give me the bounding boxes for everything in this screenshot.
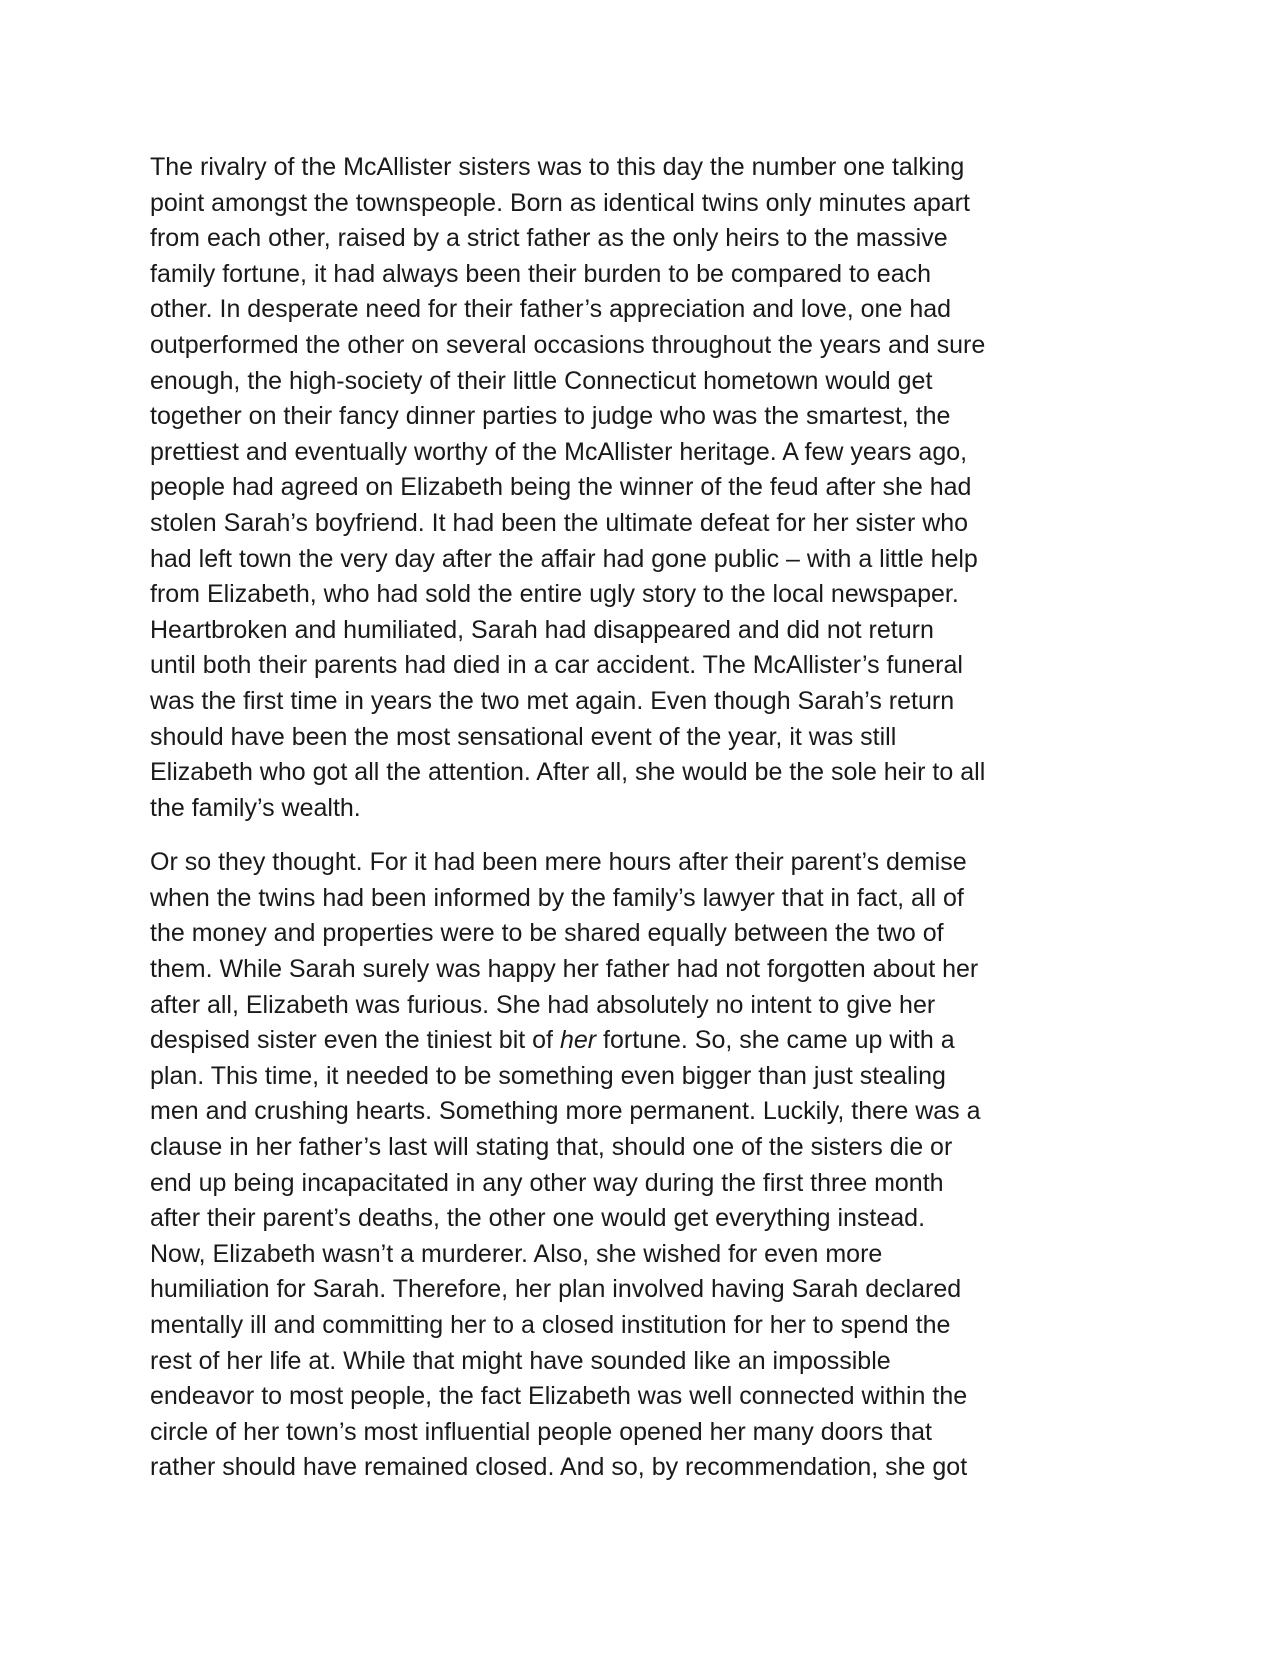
text-line: from each other, raised by a strict father as the only heirs to the massive bbox=[150, 224, 948, 253]
text-line: Elizabeth who got all the attention. After all, she would be the sole heir to all bbox=[150, 758, 986, 787]
text-line: rest of her life at. While that might have sounded like an impossible bbox=[150, 1346, 891, 1375]
text-line: Heartbroken and humiliated, Sarah had disappeared and did not return bbox=[150, 615, 934, 644]
text-line: circle of her town’s most influential people opened her many doors that bbox=[150, 1417, 932, 1446]
text-line: stolen Sarah’s boyfriend. It had been the ultimate defeat for her sister who bbox=[150, 508, 969, 537]
text-line: the money and properties were to be shared equally between the two of bbox=[150, 919, 944, 948]
text-line: family fortune, it had always been their burden to be compared to each bbox=[150, 259, 932, 288]
text-line: men and crushing hearts. Something more permanent. Luckily, there was a bbox=[150, 1097, 981, 1126]
italic-word: her bbox=[559, 1026, 597, 1055]
text-line-with-italic bbox=[150, 1023, 1130, 1059]
text-line: point amongst the townspeople. Born as identical twins only minutes apart bbox=[150, 188, 970, 217]
text-line: when the twins had been informed by the family’s lawyer that in fact, all of bbox=[150, 883, 964, 912]
text-line: The rivalry of the McAllister sisters was to this day the number one talking bbox=[150, 153, 965, 181]
text-line: enough, the high-society of their little Connecticut hometown would get bbox=[150, 366, 933, 395]
text-line: Now, Elizabeth wasn’t a murderer. Also, she wished for even more bbox=[150, 1239, 883, 1268]
text-line: clause in her father’s last will stating that, should one of the sisters die or bbox=[150, 1133, 953, 1162]
paragraph-1 bbox=[150, 150, 1130, 826]
paragraph-2 bbox=[150, 845, 1130, 1486]
text-line: the family’s wealth. bbox=[150, 793, 361, 822]
text-line: endeavor to most people, the fact Elizabeth was well connected within the bbox=[150, 1382, 968, 1411]
text-line: other. In desperate need for their father’s appreciation and love, one had bbox=[150, 295, 952, 324]
document-body bbox=[150, 150, 1130, 1486]
text-line: had left town the very day after the affair had gone public – with a little help bbox=[150, 544, 978, 573]
text-line: people had agreed on Elizabeth being the winner of the feud after she had bbox=[150, 473, 972, 502]
text-line: Or so they thought. For it had been mere hours after their parent’s demise bbox=[150, 848, 967, 877]
text-line: should have been the most sensational event of the year, it was still bbox=[150, 722, 897, 751]
text-line: humiliation for Sarah. Therefore, her plan involved having Sarah declared bbox=[150, 1275, 962, 1304]
text-line: after their parent’s deaths, the other one would get everything instead. bbox=[150, 1204, 926, 1233]
text-line: rather should have remained closed. And so, by recommendation, she got bbox=[150, 1453, 968, 1482]
text-line: end up being incapacitated in any other way during the first three month bbox=[150, 1168, 944, 1197]
text-line: after all, Elizabeth was furious. She had absolutely no intent to give her bbox=[150, 990, 936, 1019]
text-line: from Elizabeth, who had sold the entire ugly story to the local newspaper. bbox=[150, 580, 959, 609]
text-line: was the first time in years the two met again. Even though Sarah’s return bbox=[150, 686, 955, 715]
paragraph-spacer bbox=[150, 826, 1130, 845]
text-line: together on their fancy dinner parties to judge who was the smartest, the bbox=[150, 402, 951, 431]
text-line: plan. This time, it needed to be something even bigger than just stealing bbox=[150, 1061, 946, 1090]
text-segment: despised sister even the tiniest bit of bbox=[150, 1026, 560, 1055]
text-segment: fortune. So, she came up with a bbox=[596, 1026, 955, 1055]
text-line: them. While Sarah surely was happy her father had not forgotten about her bbox=[150, 955, 979, 984]
text-line: outperformed the other on several occasions throughout the years and sure bbox=[150, 330, 986, 359]
text-line: prettiest and eventually worthy of the McAllister heritage. A few years ago, bbox=[150, 437, 968, 466]
text-line: mentally ill and committing her to a closed institution for her to spend the bbox=[150, 1311, 951, 1339]
text-line: until both their parents had died in a car accident. The McAllister’s funeral bbox=[150, 651, 963, 680]
